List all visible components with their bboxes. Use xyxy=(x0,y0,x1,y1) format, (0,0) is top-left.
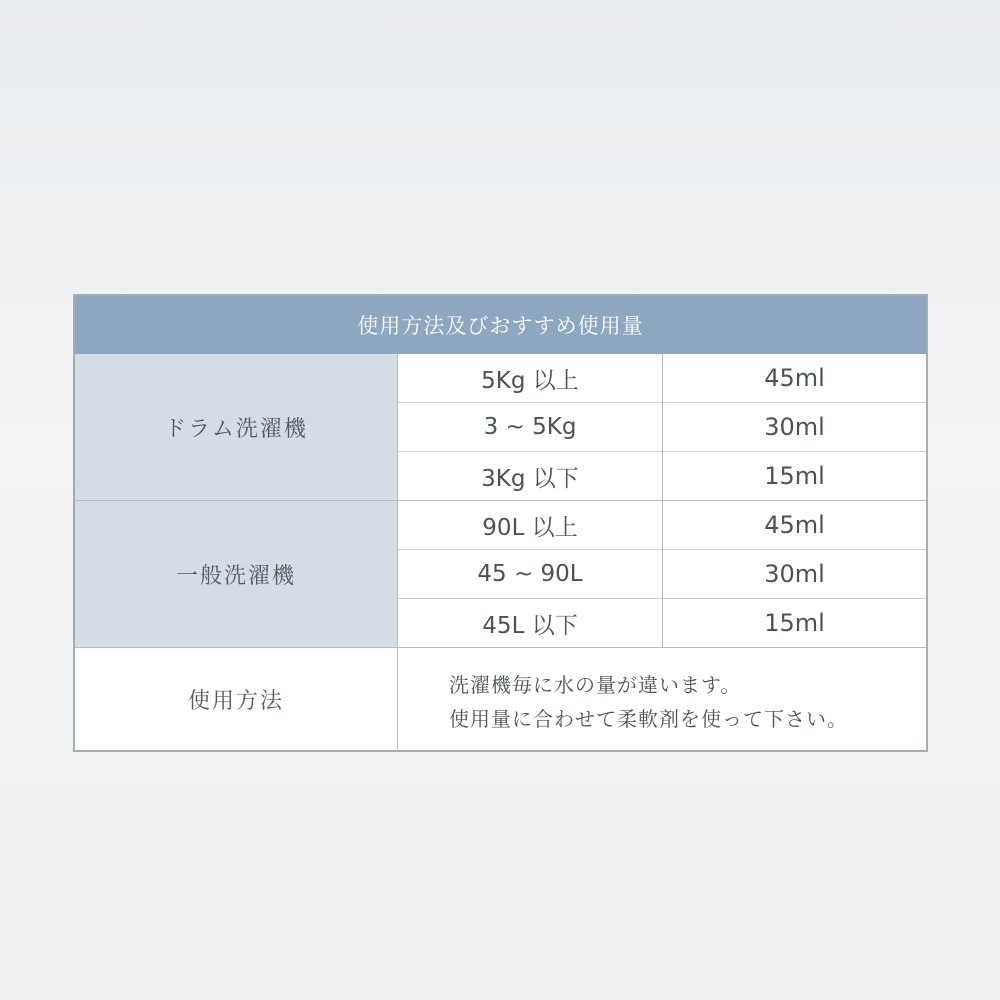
drum-washer-label: ドラム洗濯機 xyxy=(75,354,397,500)
condition-cell: 3Kg 以下 xyxy=(481,465,579,492)
amount-cell: 45ml xyxy=(764,364,825,392)
condition-cell: 45 ~ 90L xyxy=(477,561,583,587)
condition-cell: 5Kg 以上 xyxy=(481,367,579,394)
usage-section xyxy=(75,648,926,750)
amount-cell: 15ml xyxy=(764,462,825,490)
usage-description xyxy=(449,668,919,736)
usage-line: 使用量に合わせて柔軟剤を使って下さい。 xyxy=(449,707,848,731)
amount-cell: 30ml xyxy=(764,560,825,588)
condition-cell: 90L 以上 xyxy=(482,514,578,541)
dosage-table xyxy=(73,294,928,752)
general-washer-label: 一般洗濯機 xyxy=(75,501,397,647)
amount-cell: 15ml xyxy=(764,609,825,637)
table-header: 使用方法及びおすすめ使用量 xyxy=(75,296,926,354)
amount-cell: 30ml xyxy=(764,413,825,441)
usage-label: 使用方法 xyxy=(187,688,284,714)
column-divider xyxy=(662,354,663,647)
usage-line: 洗濯機毎に水の量が違います。 xyxy=(449,673,742,697)
condition-cell: 3 ~ 5Kg xyxy=(483,414,577,440)
amount-cell: 45ml xyxy=(764,511,825,539)
condition-cell: 45L 以下 xyxy=(482,612,578,639)
